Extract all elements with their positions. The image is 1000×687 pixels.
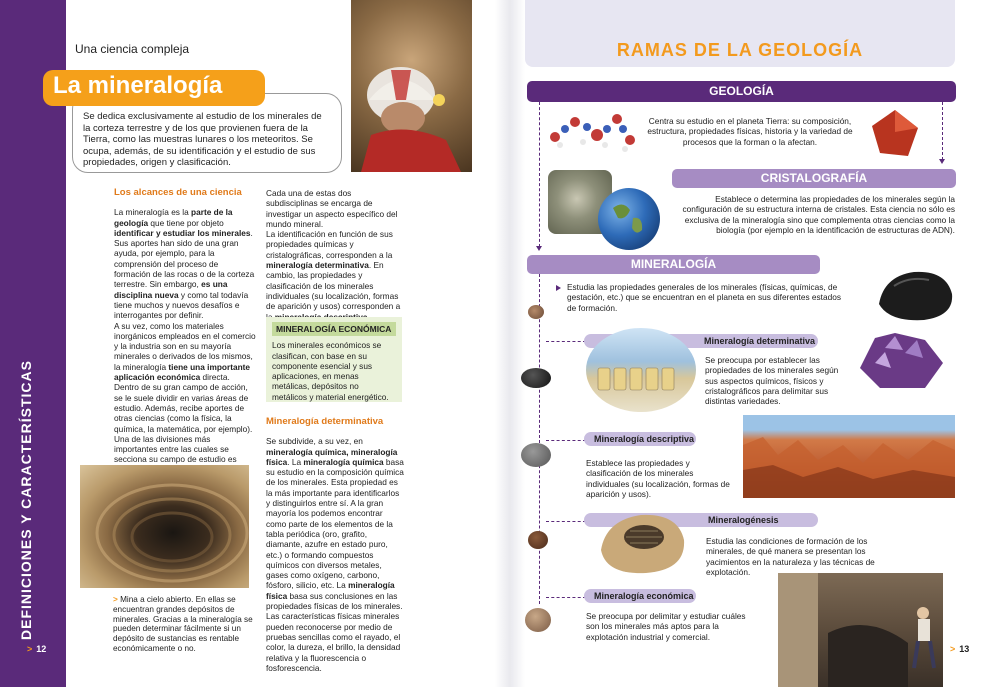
page-number-text: 13	[959, 644, 970, 654]
lab-jars-image	[586, 328, 696, 412]
mineralogy-text: Estudia las propiedades generales de los minerales (físicas, químicas, de gestación, etc.) que se encuentran en el planeta en sus diferentes estados de formación.	[567, 282, 841, 313]
canyon-photo	[743, 415, 955, 498]
arrow-down-icon	[939, 159, 945, 164]
descriptive-bar: Mineralogía descriptiva	[584, 432, 696, 446]
crystallography-bar: CRISTALOGRAFÍA	[672, 169, 956, 188]
column-2-lower	[266, 417, 404, 673]
intro-text: Se dedica exclusivamente al estudio de los minerales de la corteza terrestre y de los que provienen fuera de la Tierra, como las muestras lunares o los meteoritos. Se ocupa, además, de su identificación y el estudio de sus propiedades, origen y clasificación.	[83, 111, 322, 168]
page-number-right	[950, 644, 969, 654]
pebble-icon	[525, 608, 551, 632]
paragraph: Cada una de estas dos subdisciplinas se encarga de investigar un aspecto específico del mundo mineral.	[266, 188, 398, 229]
mineralogenesis-bar: Mineralogénesis	[584, 513, 818, 527]
miner-worker-photo	[778, 573, 943, 687]
page-marker: >	[27, 644, 33, 654]
terraces-illustration	[80, 465, 249, 588]
paragraph: A su vez, como los materiales inorgánicos empleados en el comercio y la industria son en su mayoría minerales o derivados de los mismos, la mineralogía tiene una importante aplicación económica directa.	[114, 320, 256, 383]
crystal-illustration	[870, 108, 920, 158]
economic-bar: Mineralogía económica	[584, 589, 696, 603]
jars-illustration	[586, 328, 696, 412]
red-crystal-image	[870, 108, 920, 158]
descriptive-text: Establece las propiedades y clasificación de los minerales individuales (su localización, formas de aparición y usos).	[586, 458, 730, 499]
paragraph: La mineralogía es la parte de la geología que tiene por objeto identificar y estudiar los minerales. Sus aportes han sido de una gran ayuda, por ejemplo, para la comprensión del proceso de formación de las rocas o de la corteza terrestre. Sin embargo, es una disciplina nueva y como tal todavía tiene muchos y nuevos desafíos e interrogantes por definir.	[114, 207, 255, 321]
arrow-down-icon	[536, 246, 542, 251]
molecule-illustration	[545, 107, 640, 157]
page-number-text: 12	[36, 644, 47, 654]
molecule-image	[545, 107, 640, 157]
economic-mineralogy-box	[266, 317, 402, 402]
connector-line	[546, 521, 586, 522]
column-2	[266, 188, 404, 322]
box-title: MINERALOGÍA ECONÓMICA	[272, 322, 396, 336]
section-heading: Mineralogía determinativa	[266, 416, 384, 427]
paragraph: Dentro de su gran campo de acción, se le suele dividir en varias áreas de estudio. Además, recibe aportes de otras ciencias (como la física, la química, la matemática, por ejemplo). Una de las divisiones más importantes entre las cuales se secciona su campo de estudio es	[114, 382, 253, 465]
column-1	[114, 188, 256, 475]
crystallography-text: Establece o determina las propiedades de los minerales según la configuración de su estructura interna de cristales. Esta ciencia no sólo es exclusiva de la mineralogía sino que complementa otras ciencias como la biología (por ejemplo en la identificación de estructuras de ADN).	[682, 194, 955, 235]
page-marker: >	[950, 644, 956, 654]
sidebar-title: DEFINICIONES Y CARACTERÍSTICAS	[18, 360, 34, 640]
arrow-right-icon	[556, 285, 561, 291]
page-number-left	[27, 644, 46, 654]
connector-line	[942, 102, 943, 160]
continents-illustration	[598, 188, 660, 250]
earth-image	[598, 188, 660, 250]
mine-illustration	[778, 573, 943, 687]
pebble-icon	[521, 368, 551, 388]
pebble-icon	[528, 531, 548, 549]
kicker: Una ciencia compleja	[75, 42, 190, 56]
connector-line	[546, 440, 586, 441]
connector-line	[539, 102, 540, 247]
geology-bar: GEOLOGÍA	[527, 81, 956, 102]
amethyst-image	[855, 328, 947, 392]
mineralogy-bar: MINERALOGÍA	[527, 255, 820, 274]
pebble-icon	[521, 443, 551, 467]
black-rock-image	[874, 264, 956, 324]
page-gutter	[495, 0, 525, 687]
photo-caption: > Mina a cielo abierto. En ellas se encuentran grandes depósitos de minerales. Gracias a la mineralogía se pueden determinar fácilmente si un depósito de sustancias es rentable económicamente o no.	[113, 595, 253, 653]
right-page-title: RAMAS DE LA GEOLOGÍA	[616, 40, 864, 60]
paragraph: Se subdivide, a su vez, en mineralogía química, mineralogía física. La mineralogía química basa su estudio en la composición química de los minerales. Esta propiedad es la más importante para identificarlos y distinguirlos entre sí. A la gran mayoría los podemos encontrar como parte de los elementos de la tabla periódica (oro, grafito, diamante, azufre en estado puro, etc.) o formando compuestos químicos con diversos metales, gases como oxígeno, carbono, fósforo, silicio, etc. La mineralogía física basa sus conclusiones en las propiedades físicas de los minerales. Las características físicas minerales pueden reconocerse por medio de pruebas sencillas como el rayado, el color, la dureza, el brillo, la densidad relativa y la fluorescencia o fosforescencia.	[266, 436, 404, 673]
fossil-illustration	[596, 505, 688, 577]
amethyst-illustration	[855, 328, 947, 392]
determinative-text: Se preocupa por establecer las propiedades de los minerales según sus aspectos químicos, físicos y cristalográficos para delimitar sus distintas variedades.	[705, 355, 839, 407]
miner-illustration	[351, 0, 472, 172]
box-text: Los minerales económicos se clasifican, con base en su componente esencial y sus aplicaciones, en menas metálicas, depósitos no metálicos y material energético.	[272, 340, 389, 402]
miner-photo	[351, 0, 472, 172]
geology-text: Centra su estudio en el planeta Tierra: su composición, estructura, propiedades físicas, historia y la variedad de procesos que la forman o la afectan.	[647, 116, 853, 147]
connector-line	[546, 341, 586, 342]
canyon-illustration	[743, 415, 955, 498]
connector-line	[546, 597, 586, 598]
open-pit-mine-photo	[80, 465, 249, 588]
pebble-icon	[528, 305, 544, 319]
rock-illustration	[874, 264, 956, 324]
section-heading: Los alcances de una ciencia	[114, 187, 242, 198]
fossil-rock-image	[596, 505, 688, 577]
mineralogenesis-text: Estudia las condiciones de formación de los minerales, de qué manera se presentan los yacimientos en la naturaleza y las técnicas de explotación.	[706, 536, 875, 577]
paragraph: La identificación en función de sus propiedades químicas y cristalográficas, corresponden a la mineralogía determinativa. En cambio, las propiedades y clasificación de los minerales individuales (su localización, formas de aparición y usos) corresponden a	[266, 229, 401, 312]
economic-text: Se preocupa por delimitar y estudiar cuáles son los minerales más aptos para la explotación industrial y comercial.	[586, 611, 746, 642]
connector-line	[539, 274, 540, 604]
page-title: La mineralogía	[43, 70, 265, 106]
determinative-bar: Mineralogía determinativa	[584, 334, 818, 348]
